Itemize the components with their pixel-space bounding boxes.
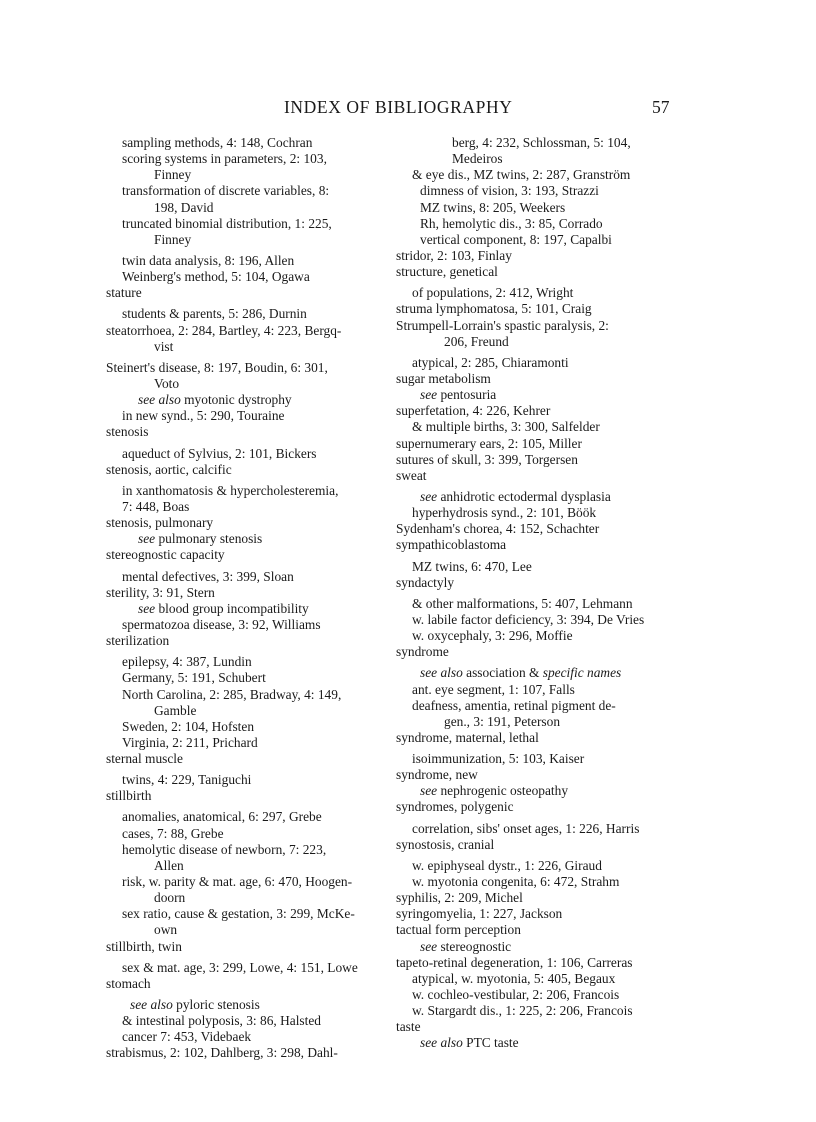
index-entry: isoimmunization, 5: 103, Kaiser xyxy=(412,751,585,767)
page-number: 57 xyxy=(652,97,670,117)
reference-target: association & xyxy=(466,665,540,681)
index-entry: vertical component, 8: 197, Capalbi xyxy=(420,231,612,247)
reference-target: PTC taste xyxy=(466,1035,519,1051)
index-heading: stomach xyxy=(106,975,151,991)
index-entry: sampling methods, 4: 148, Cochran xyxy=(122,135,313,150)
see-label: see xyxy=(420,488,438,504)
reference-target: pulmonary stenosis xyxy=(158,531,263,547)
index-heading: syndrome, maternal, lethal xyxy=(396,729,539,745)
index-heading: Strumpell-Lorrain's spastic paralysis, 2: xyxy=(396,317,609,333)
index-heading: syndromes, polygenic xyxy=(396,799,514,815)
index-entry: Rh, hemolytic dis., 3: 85, Corrado xyxy=(420,215,603,231)
see-label: see xyxy=(420,938,438,954)
index-entry: students & parents, 5: 286, Durnin xyxy=(122,306,307,322)
index-entry: deafness, amentia, retinal pigment de- xyxy=(412,697,616,713)
index-entry: 7: 448, Boas xyxy=(122,498,190,514)
index-heading: sweat xyxy=(396,467,427,483)
reference-target: blood group incompatibility xyxy=(158,600,309,616)
index-heading: stenosis, pulmonary xyxy=(106,515,214,531)
index-entry: in xanthomatosis & hypercholesteremia, xyxy=(122,482,339,498)
index-entry: MZ twins, 8: 205, Weekers xyxy=(420,199,566,215)
index-heading: syphilis, 2: 209, Michel xyxy=(396,890,523,906)
index-heading: Sydenham's chorea, 4: 152, Schachter xyxy=(396,521,600,537)
reference-target: myotonic dystrophy xyxy=(184,392,292,408)
index-entry: risk, w. parity & mat. age, 6: 470, Hoogen- xyxy=(122,874,353,890)
index-entry: cancer 7: 453, Videbaek xyxy=(122,1029,252,1045)
index-entry: Voto xyxy=(154,375,180,391)
page-header xyxy=(0,97,816,121)
cross-reference xyxy=(106,601,398,617)
see-also-label: see also xyxy=(420,665,463,681)
see-also-label: see also xyxy=(420,1035,463,1051)
cross-reference xyxy=(396,1035,688,1051)
cross-reference xyxy=(106,997,398,1013)
index-entry: spermatozoa disease, 3: 92, Williams xyxy=(122,616,321,632)
index-heading: syndactyly xyxy=(396,574,455,590)
reference-target-italic: specific names xyxy=(542,665,622,681)
index-heading: sternal muscle xyxy=(106,751,183,767)
cross-reference xyxy=(106,392,398,408)
index-entry: atypical, w. myotonia, 5: 405, Begaux xyxy=(412,970,616,986)
reference-target: nephrogenic osteopathy xyxy=(440,783,569,799)
index-heading: syndrome, new xyxy=(396,767,478,783)
index-entry: w. myotonia congenita, 6: 472, Strahm xyxy=(412,874,620,890)
index-entry: MZ twins, 6: 470, Lee xyxy=(412,558,532,574)
index-heading: synostosis, cranial xyxy=(396,836,495,852)
index-entry: & other malformations, 5: 407, Lehmann xyxy=(412,595,633,611)
index-heading: taste xyxy=(396,1019,421,1035)
index-heading: Steinert's disease, 8: 197, Boudin, 6: 301, xyxy=(106,359,328,375)
index-entry: hyperhydrosis synd., 2: 101, Böök xyxy=(412,505,597,521)
see-label: see xyxy=(138,531,156,547)
index-entry: sex & mat. age, 3: 299, Lowe, 4: 151, Lowe xyxy=(122,959,358,975)
index-entry: in new synd., 5: 290, Touraine xyxy=(122,408,285,424)
index-entry: truncated binomial distribution, 1: 225, xyxy=(122,215,332,231)
index-entry: Virginia, 2: 211, Prichard xyxy=(122,734,258,750)
see-label: see xyxy=(420,783,438,799)
index-heading: steatorrhoea, 2: 284, Bartley, 4: 223, Bergq- xyxy=(106,322,342,338)
index-heading: stereognostic capacity xyxy=(106,547,225,563)
index-heading: sterility, 3: 91, Stern xyxy=(106,584,215,600)
cross-reference xyxy=(106,531,398,547)
index-heading: tactual form perception xyxy=(396,922,521,938)
index-entry: scoring systems in parameters, 2: 103, xyxy=(122,151,327,167)
index-heading: stillbirth, twin xyxy=(106,938,182,954)
cross-reference xyxy=(396,489,688,505)
index-entry: Gamble xyxy=(154,702,197,718)
index-entry: gen., 3: 191, Peterson xyxy=(444,713,561,729)
index-entry: cases, 7: 88, Grebe xyxy=(122,825,224,841)
index-column-right xyxy=(396,135,688,1052)
index-entry: atypical, 2: 285, Chiaramonti xyxy=(412,354,569,370)
index-heading: tapeto-retinal degeneration, 1: 106, Carreras xyxy=(396,954,633,970)
index-entry: twin data analysis, 8: 196, Allen xyxy=(122,252,295,268)
index-entry: Weinberg's method, 5: 104, Ogawa xyxy=(122,269,310,285)
index-entry: w. Stargardt dis., 1: 225, 2: 206, Francois xyxy=(412,1003,633,1019)
index-entry: ant. eye segment, 1: 107, Falls xyxy=(412,681,575,697)
index-entry: w. oxycephaly, 3: 296, Moffie xyxy=(412,628,573,644)
index-entry: twins, 4: 229, Taniguchi xyxy=(122,772,252,788)
index-entry: Allen xyxy=(154,857,184,873)
index-entry: mental defectives, 3: 399, Sloan xyxy=(122,568,294,584)
index-heading: stenosis, aortic, calcific xyxy=(106,461,232,477)
reference-target: anhidrotic ectodermal dysplasia xyxy=(440,488,611,504)
index-entry: 206, Freund xyxy=(444,333,509,349)
index-heading: strabismus, 2: 102, Dahlberg, 3: 298, Dahl- xyxy=(106,1045,338,1061)
index-entry: epilepsy, 4: 387, Lundin xyxy=(122,654,252,670)
index-heading: stillbirth xyxy=(106,788,152,804)
index-entry: & eye dis., MZ twins, 2: 287, Granström xyxy=(412,167,631,183)
index-entry: Sweden, 2: 104, Hofsten xyxy=(122,718,255,734)
see-label: see xyxy=(138,600,156,616)
index-entry: sex ratio, cause & gestation, 3: 299, McKe- xyxy=(122,906,355,922)
reference-target: pentosuria xyxy=(440,387,497,403)
index-entry: anomalies, anatomical, 6: 297, Grebe xyxy=(122,809,322,825)
index-heading: sympathicoblastoma xyxy=(396,537,507,553)
index-entry: Finney xyxy=(154,167,192,183)
index-entry: & intestinal polyposis, 3: 86, Halsted xyxy=(122,1013,321,1029)
index-heading: syndrome xyxy=(396,644,449,660)
reference-target: stereognostic xyxy=(440,938,512,954)
running-head: INDEX OF BIBLIOGRAPHY xyxy=(284,97,513,117)
index-heading: stenosis xyxy=(106,424,149,440)
index-heading: stature xyxy=(106,285,142,301)
index-heading: stridor, 2: 103, Finlay xyxy=(396,247,512,263)
index-entry: & multiple births, 3: 300, Salfelder xyxy=(412,419,600,435)
see-also-label: see also xyxy=(138,392,181,408)
cross-reference xyxy=(396,783,688,799)
index-entry: own xyxy=(154,922,178,938)
see-also-label: see also xyxy=(130,997,173,1013)
index-entry: Germany, 5: 191, Schubert xyxy=(122,670,266,686)
index-entry: doorn xyxy=(154,890,186,906)
index-entry: dimness of vision, 3: 193, Strazzi xyxy=(420,183,599,199)
index-heading: syringomyelia, 1: 227, Jackson xyxy=(396,906,563,922)
index-entry: w. epiphyseal dystr., 1: 226, Giraud xyxy=(412,857,602,873)
cross-reference xyxy=(396,939,688,955)
cross-reference xyxy=(396,665,688,681)
index-entry: Medeiros xyxy=(452,151,503,167)
index-entry: 198, David xyxy=(154,199,214,215)
index-heading: sterilization xyxy=(106,633,170,649)
index-heading: structure, genetical xyxy=(396,264,498,280)
index-entry: of populations, 2: 412, Wright xyxy=(412,285,574,301)
index-column-left xyxy=(106,135,398,1062)
index-entry: hemolytic disease of newborn, 7: 223, xyxy=(122,841,327,857)
see-label: see xyxy=(420,387,438,403)
index-entry: berg, 4: 232, Schlossman, 5: 104, xyxy=(452,135,631,150)
index-entry: Finney xyxy=(154,231,192,247)
index-heading: struma lymphomatosa, 5: 101, Craig xyxy=(396,301,592,317)
index-entry: vist xyxy=(154,338,174,354)
reference-target: pyloric stenosis xyxy=(176,997,260,1013)
index-entry: transformation of discrete variables, 8: xyxy=(122,183,330,199)
index-heading: superfetation, 4: 226, Kehrer xyxy=(396,403,551,419)
index-heading: supernumerary ears, 2: 105, Miller xyxy=(396,435,582,451)
index-entry: w. cochleo-vestibular, 2: 206, Francois xyxy=(412,987,620,1003)
index-heading: sugar metabolism xyxy=(396,370,491,386)
index-entry: aqueduct of Sylvius, 2: 101, Bickers xyxy=(122,445,317,461)
index-entry: w. labile factor deficiency, 3: 394, De Vries xyxy=(412,611,645,627)
index-entry: North Carolina, 2: 285, Bradway, 4: 149, xyxy=(122,686,342,702)
index-entry: correlation, sibs' onset ages, 1: 226, Harris xyxy=(412,820,640,836)
index-heading: sutures of skull, 3: 399, Torgersen xyxy=(396,451,578,467)
cross-reference xyxy=(396,387,688,403)
